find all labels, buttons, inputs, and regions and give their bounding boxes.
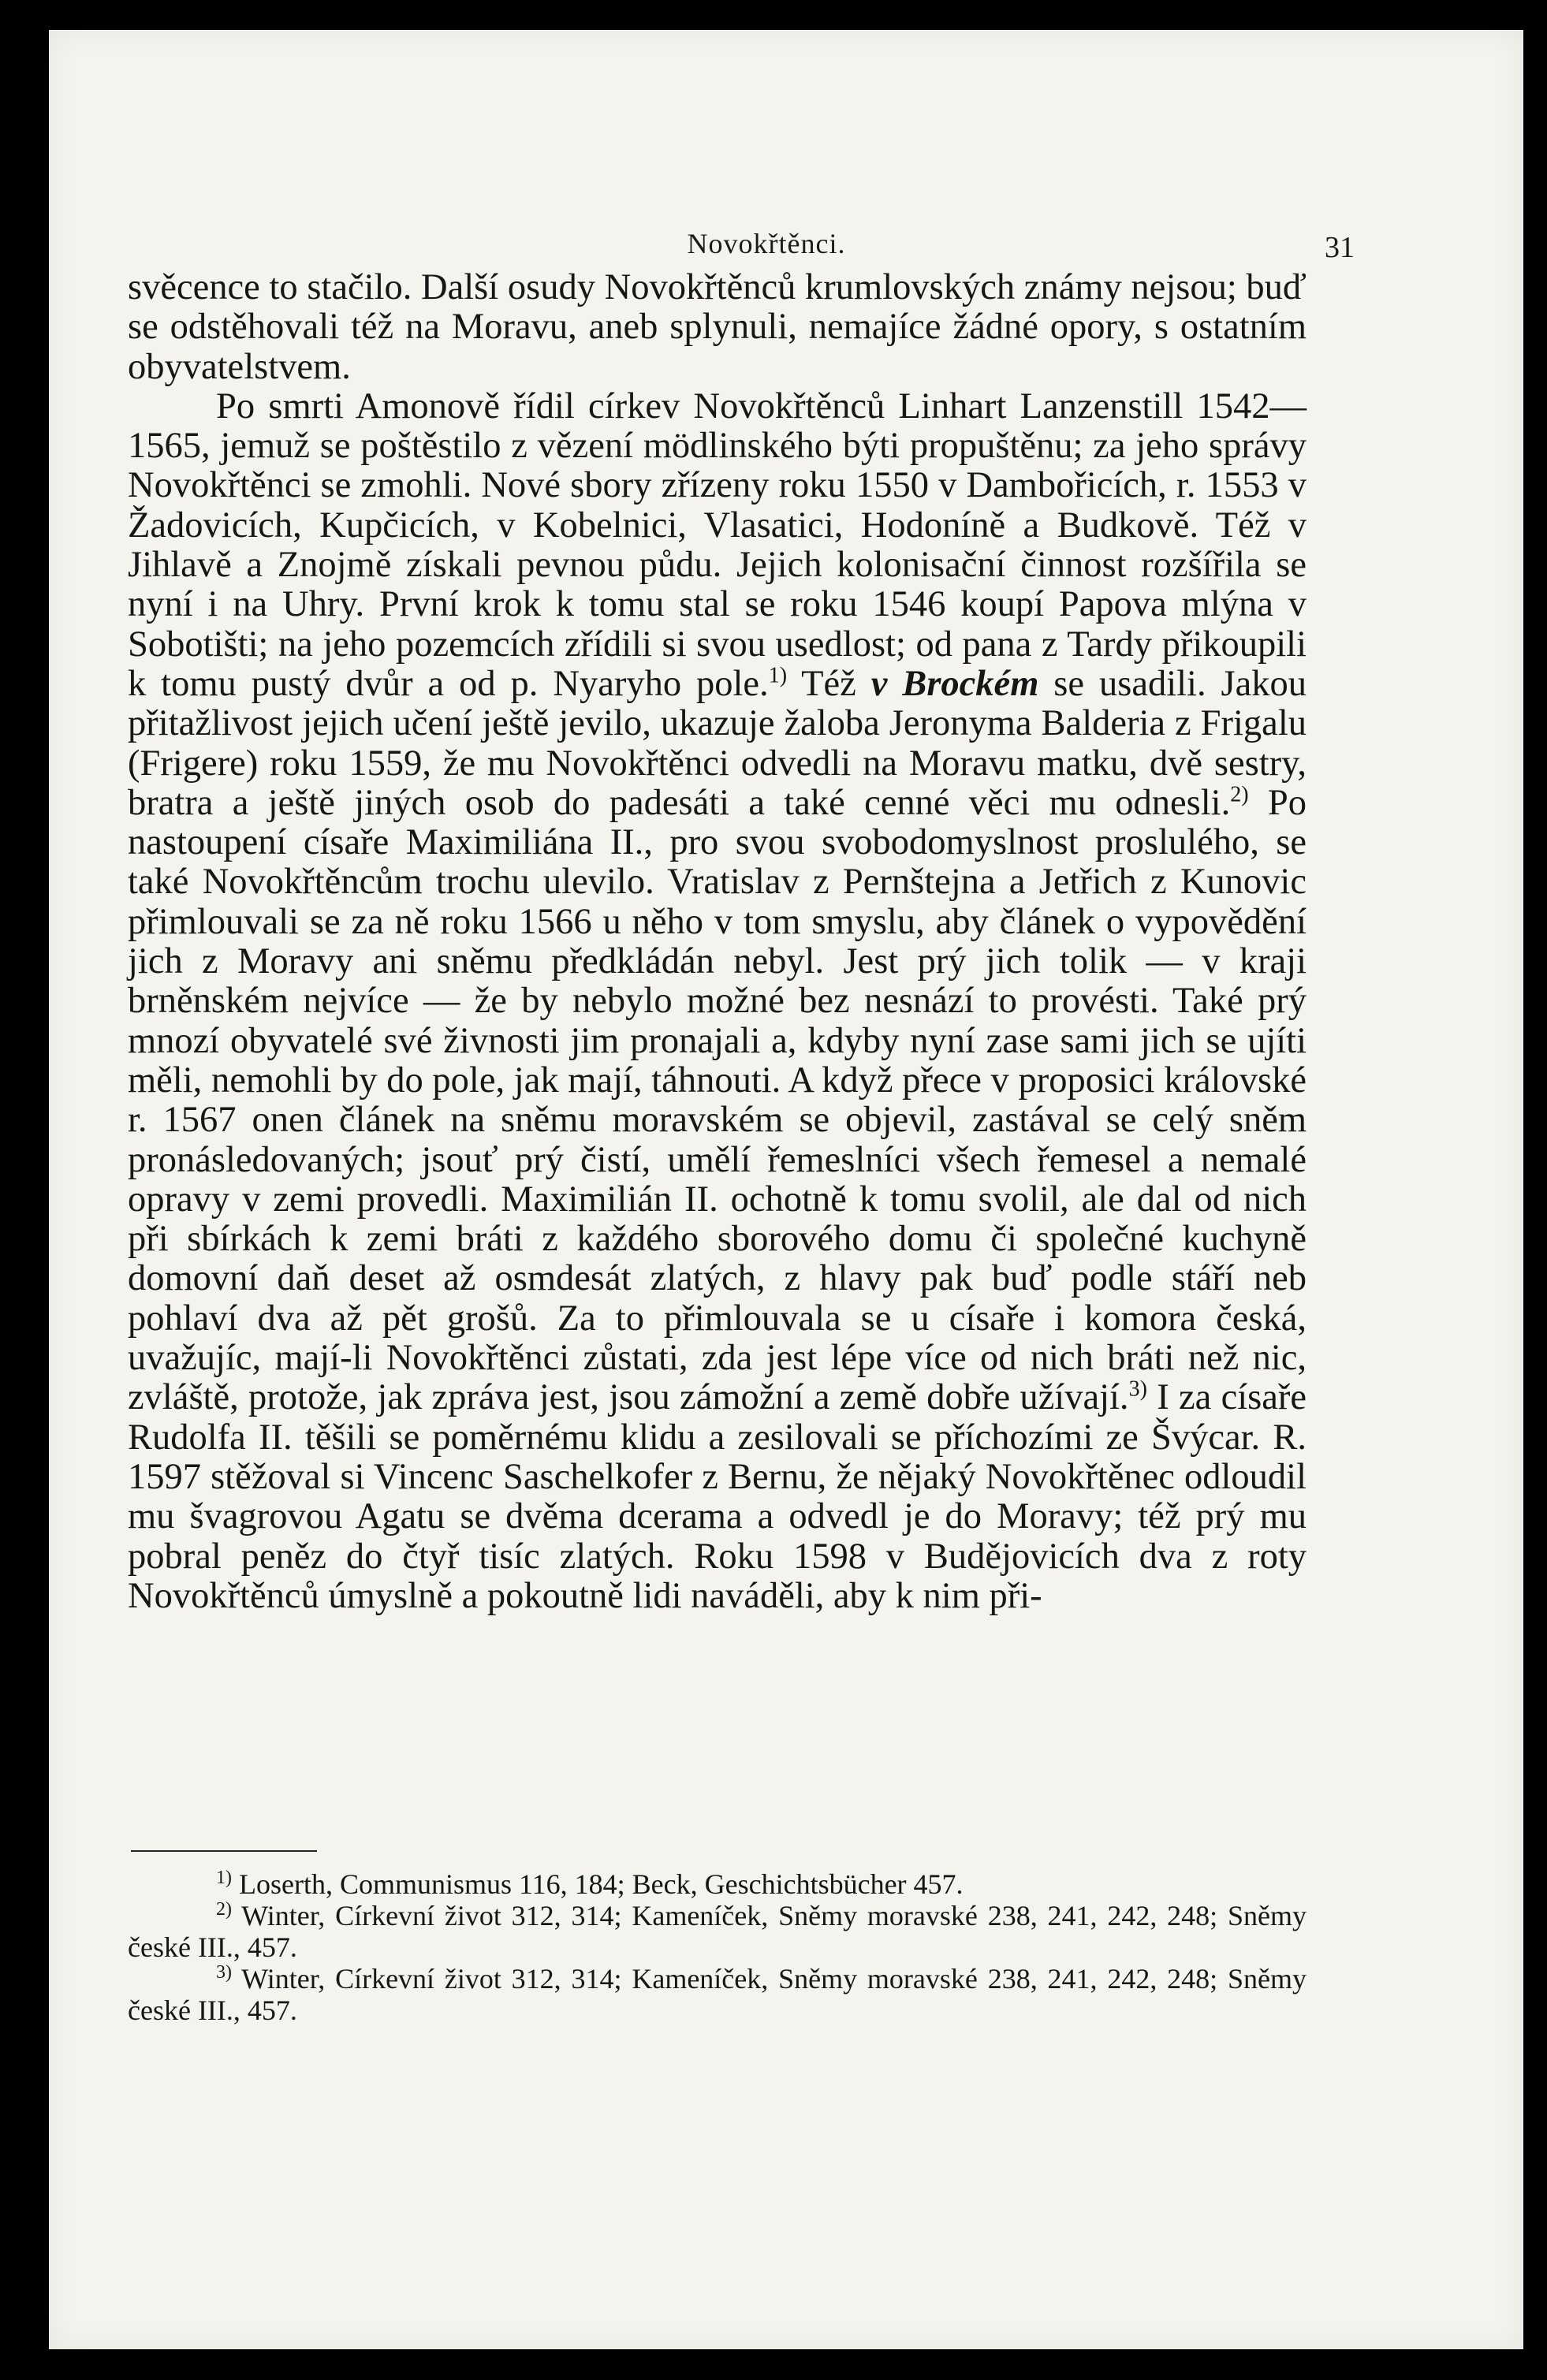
paragraph-2-text-e: I za císaře Rudolfa II. těšili se poměrnému klidu a zesilovali se příchozími ze Švýcar. R. 1597 stěžoval si Vincenc Saschelkofer z Bernu, že nějaký Novokřtěnec odloudil mu švagrovou Agatu se dvěma dcerama a odvedl je do Moravy; též prý mu pobral peněz do čtyř tisíc zlatých. Roku 1598 v Budějovicích dva z roty Novokřtěnců úmyslně a pokoutně lidi naváděli, aby k nim při- (128, 1377, 1307, 1616)
footnote-1 (128, 1868, 1307, 1900)
page-number: 31 (1325, 231, 1355, 264)
footnote-separator (131, 1850, 317, 1852)
body-text (128, 268, 1307, 1616)
footnote-2-mark: 2) (216, 1899, 232, 1920)
running-head: Novokřtěnci. (687, 228, 846, 259)
footnote-ref-1: 1) (768, 663, 788, 688)
paragraph-1: svěcence to stačilo. Další osudy Novokřtěnců krumlovských známy nejsou; buď se odstěhovali též na Moravu, aneb splynuli, nemajíce žádné opory, s ostatním obyvatelstvem. (128, 267, 1307, 387)
footnote-1-text: Loserth, Communismus 116, 184; Beck, Geschichtsbücher 457. (232, 1868, 964, 1900)
emphasized-place: v Brockém (870, 663, 1039, 704)
footnote-2 (128, 1900, 1307, 1963)
footnote-3-text: Winter, Církevní život 312, 314; Kameníček, Sněmy moravské 238, 241, 242, 248; Sněmy české III., 457. (128, 1963, 1307, 2026)
footnote-ref-3: 3) (1128, 1376, 1147, 1402)
paragraph-2 (128, 387, 1307, 1616)
footnote-ref-2: 2) (1230, 782, 1249, 807)
footnote-1-mark: 1) (216, 1868, 232, 1888)
footnote-2-text: Winter, Církevní život 312, 314; Kameníček, Sněmy moravské 238, 241, 242, 248; Sněmy české III., 457. (128, 1900, 1307, 1963)
paragraph-2-text-c: se usadili. Jakou přitažlivost jejich učení ještě jevilo, ukazuje žaloba Jeronyma Balderia z Frigalu (Frigere) roku 1559, že mu Novokřtěnci odvedli na Moravu matku, dvě sestry, bratra a ještě jiných osob do padesáti a také cenné věci mu odnesli. (128, 663, 1307, 823)
paragraph-2-text-b: Též (787, 663, 871, 704)
footnote-3 (128, 1963, 1307, 2026)
footnotes (128, 1868, 1307, 2026)
paragraph-2-text-d: Po nastoupení císaře Maximiliána II., pro svou svobodomyslnost proslulého, se také Novokřtěncům trochu ulevilo. Vratislav z Pernštejna a Jetřich z Kunovic přimlouvali se za ně roku 1566 u něho v tom smyslu, aby článek o vypovědění jich z Moravy ani sněmu předkládán nebyl. Jest prý jich tolik — v kraji brněnském nejvíce — že by nebylo možné bez nesnází to provésti. Také prý mnozí obyvatelé své živnosti jim pronajali a, kdyby nyní zase sami jich se ujíti měli, nemohli by do pole, jak mají, táhnouti. A když přece v proposici královské r. 1567 onen článek na sněmu moravském se objevil, zastával se celý sněm pronásledovaných; jsouť prý čistí, umělí řemeslníci všech řemesel a nemalé opravy v zemi provedli. Maximilián II. ochotně k tomu svolil, ale dal od nich při sbírkách k zemi bráti z každého sborového domu či společné kuchyně domovní daň deset až osmdesát zlatých, z hlavy pak buď podle stáří neb pohlaví dva až pět grošů. Za to přimlouvala se u císaře i komora česká, uvažujíc, mají-li Novokřtěnci zůstati, zda jest lépe více od nich bráti než nic, zvláště, protože, jak zpráva jest, jsou zámožní a země dobře užívají. (128, 782, 1307, 1418)
page-header (175, 219, 1358, 266)
footnote-3-mark: 3) (216, 1962, 232, 1983)
paragraph-2-text-a: Po smrti Amonově řídil církev Novokřtěnců Linhart Lanzenstill 1542—1565, jemuž se poštěstilo z vězení mödlinského býti propuštěnu; za jeho správy Novokřtěnci se zmohli. Nové sbory zřízeny roku 1550 v Dambořicích, r. 1553 v Žadovicích, Kupčicích, v Kobelnici, Vlasatici, Hodoníně a Budkově. Též v Jihlavě a Znojmě získali pevnou půdu. Jejich kolonisační činnost rozšířila se nyní i na Uhry. První krok k tomu stal se roku 1546 koupí Papova mlýna v Sobotišti; na jeho pozemcích zřídili si svou usedlost; od pana z Tardy přikoupili k tomu pustý dvůr a od p. Nyaryho pole. (128, 385, 1307, 704)
